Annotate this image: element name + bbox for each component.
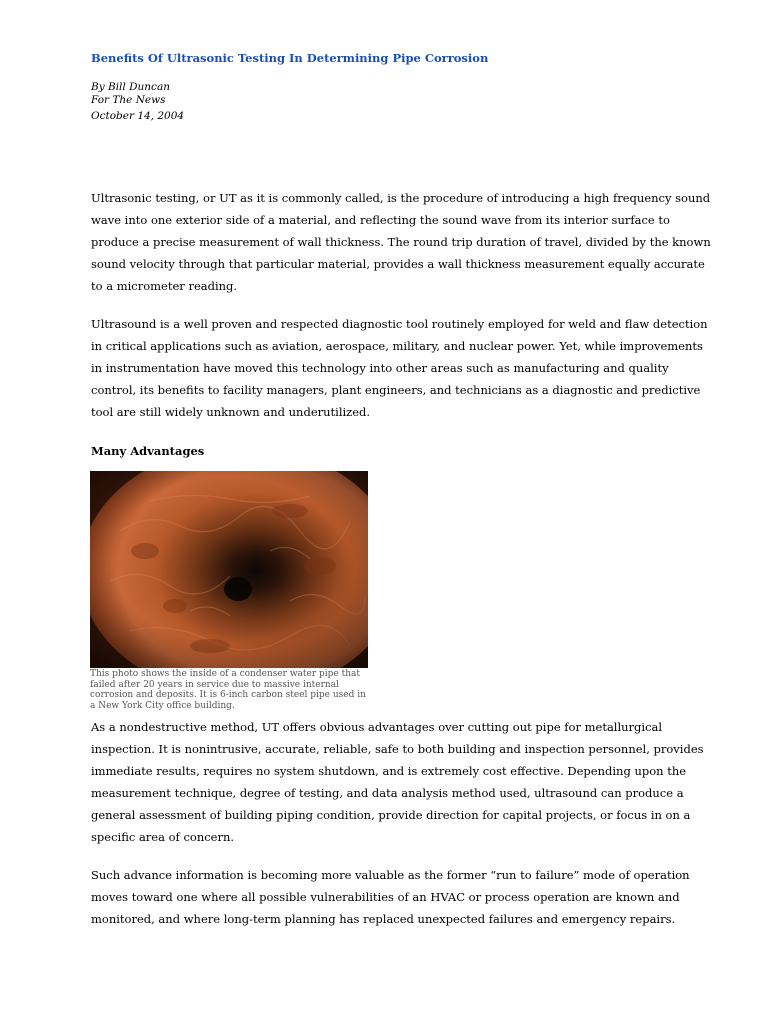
byline (91, 81, 711, 123)
figure (90, 471, 368, 711)
byline-source: For The News (91, 94, 166, 106)
article (91, 50, 711, 930)
paragraph-ultrasound: Ultrasound is a well proven and respected diagnostic tool routinely employed for weld and flaw detection in critical applications such as aviation, aerospace, military, and nuclear power. Yet, while improvements in instrumentation have moved this technology into other areas such as manufacturing and quality control, its benefits to facility managers, plant engineers, and technicians as a diagnostic and predictive tool are still widely unknown and underutilized. (91, 317, 708, 419)
paragraph-intro: Ultrasonic testing, or UT as it is commonly called, is the procedure of introducing a high frequency sound wave into one exterior side of a material, and reflecting the sound wave from its interior surface to produce a precise measurement of wall thickness. The round trip duration of travel, divided by the known sound velocity through that particular material, provides a wall thickness measurement equally accurate to a micrometer reading. (91, 191, 711, 293)
article-title: Benefits Of Ultrasonic Testing In Determining Pipe Corrosion (91, 51, 489, 65)
paragraph-advantages: As a nondestructive method, UT offers obvious advantages over cutting out pipe for metallurgical inspection. It is nonintrusive, accurate, reliable, safe to both building and inspection personnel, provides immediate results, requires no system shutdown, and is extremely cost effective. Depending upon the measurement technique, degree of testing, and data analysis method used, ultrasound can produce a general assessment of building piping condition, provide direction for capital projects, or focus in on a specific area of concern. (91, 720, 704, 844)
corroded-pipe-photo (90, 471, 368, 668)
photo-caption: This photo shows the inside of a condenser water pipe that failed after 20 years in service due to massive internal corrosion and deposits. It is 6-inch carbon steel pipe used in a New York City office building. (90, 669, 366, 711)
paragraph-run-to-failure: Such advance information is becoming more valuable as the former “run to failure” mode of operation moves toward one where all possible vulnerabilities of an HVAC or process operation are known and monitored, and where long-term planning has replaced unexpected failures and emergency repairs. (91, 868, 690, 926)
publish-date: October 14, 2004 (91, 110, 185, 122)
byline-author: By Bill Duncan (91, 81, 170, 93)
section-heading: Many Advantages (91, 444, 205, 458)
